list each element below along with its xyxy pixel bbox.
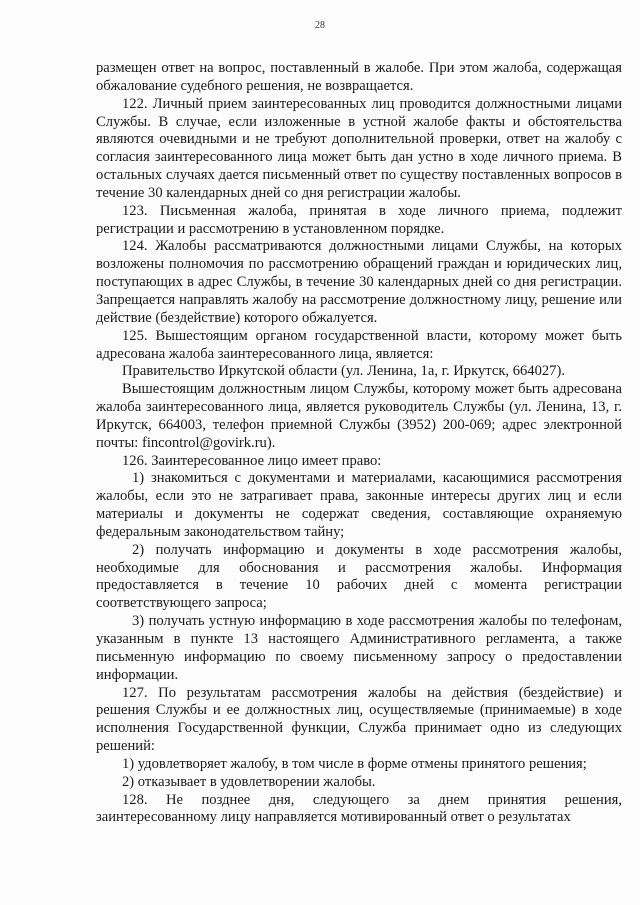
document-body (96, 60, 622, 827)
paragraph-125: 125. Вышестоящим органом государственной власти, которому может быть адресована жалоба заинтересованного лица, является: (96, 327, 622, 362)
paragraph-127-item-2: 2) отказывает в удовлетворении жалобы. (122, 773, 376, 790)
page-number: 28 (315, 20, 325, 31)
paragraph-124: 124. Жалобы рассматриваются должностными лицами Службы, на которых возложены полномочия по рассмотрению обращений граждан и юридических лиц, поступающих в адрес Службы, в течение 30 календарных дней со дня регистрации. Запрещается направлять жалобу на рассмотрение должностному лицу, решение или действие (бездействие) которого обжалуется. (96, 238, 622, 326)
paragraph-127: 127. По результатам рассмотрения жалобы на действия (бездействие) и решения Службы и ее должностных лиц, осуществляемые (принимаемые) в ходе исполнения Государственной функции, Служба принимает одно из следующих решений: (96, 684, 622, 755)
paragraph-127-item-1: 1) удовлетворяет жалобу, в том числе в форме отмены принятого решения; (122, 755, 587, 772)
paragraph-123: 123. Письменная жалоба, принятая в ходе личного приема, подлежит регистрации и рассмотрению в установленном порядке. (96, 202, 622, 237)
paragraph-head-official: Вышестоящим должностным лицом Службы, которому может быть адресована жалоба заинтересованного лица, является руководитель Службы (ул. Ленина, 13, г. Иркутск, 664003, телефон приемной Службы (3952) 200-069; адрес электронной почты: fincontrol@govirk.ru). (96, 381, 622, 451)
paragraph-126: 126. Заинтересованное лицо имеет право: (122, 452, 382, 469)
paragraph-continuation: размещен ответ на вопрос, поставленный в жалобе. При этом жалоба, содержащая обжалование судебного решения, не возвращается. (96, 60, 622, 94)
paragraph-126-item-1: 1) знакомиться с документами и материалами, касающимися рассмотрения жалобы, если это не затрагивает права, законные интересы других лиц и если материалы и документы не содержат сведения, составляющие охраняемую федеральным законодательством тайну; (96, 470, 622, 540)
paragraph-128: 128. Не позднее дня, следующего за днем принятия решения, заинтересованному лицу направляется мотивированный ответ о результатах (96, 791, 622, 826)
paragraph-government-address: Правительство Иркутской области (ул. Ленина, 1а, г. Иркутск, 664027). (122, 363, 565, 380)
paragraph-126-item-3: 3) получать устную информацию в ходе рассмотрения жалобы по телефонам, указанным в пункте 13 настоящего Административного регламента, а также письменную информацию по своему письменному запросу о предоставлении информации. (96, 613, 622, 683)
paragraph-126-item-2: 2) получать информацию и документы в ходе рассмотрения жалобы, необходимые для обоснования и рассмотрения жалобы. Информация предоставляется в течение 10 рабочих дней с момента регистрации соответствующего запроса; (96, 541, 622, 612)
paragraph-122: 122. Личный прием заинтересованных лиц проводится должностными лицами Службы. В случае, если изложенные в устной жалобе факты и обстоятельства являются очевидными и не требуют дополнительной проверки, ответ на жалобу с согласия заинтересованного лица может быть дан устно в ходе личного приема. В остальных случаях дается письменный ответ по существу поставленных вопросов в течение 30 календарных дней со дня регистрации жалобы. (96, 95, 622, 201)
